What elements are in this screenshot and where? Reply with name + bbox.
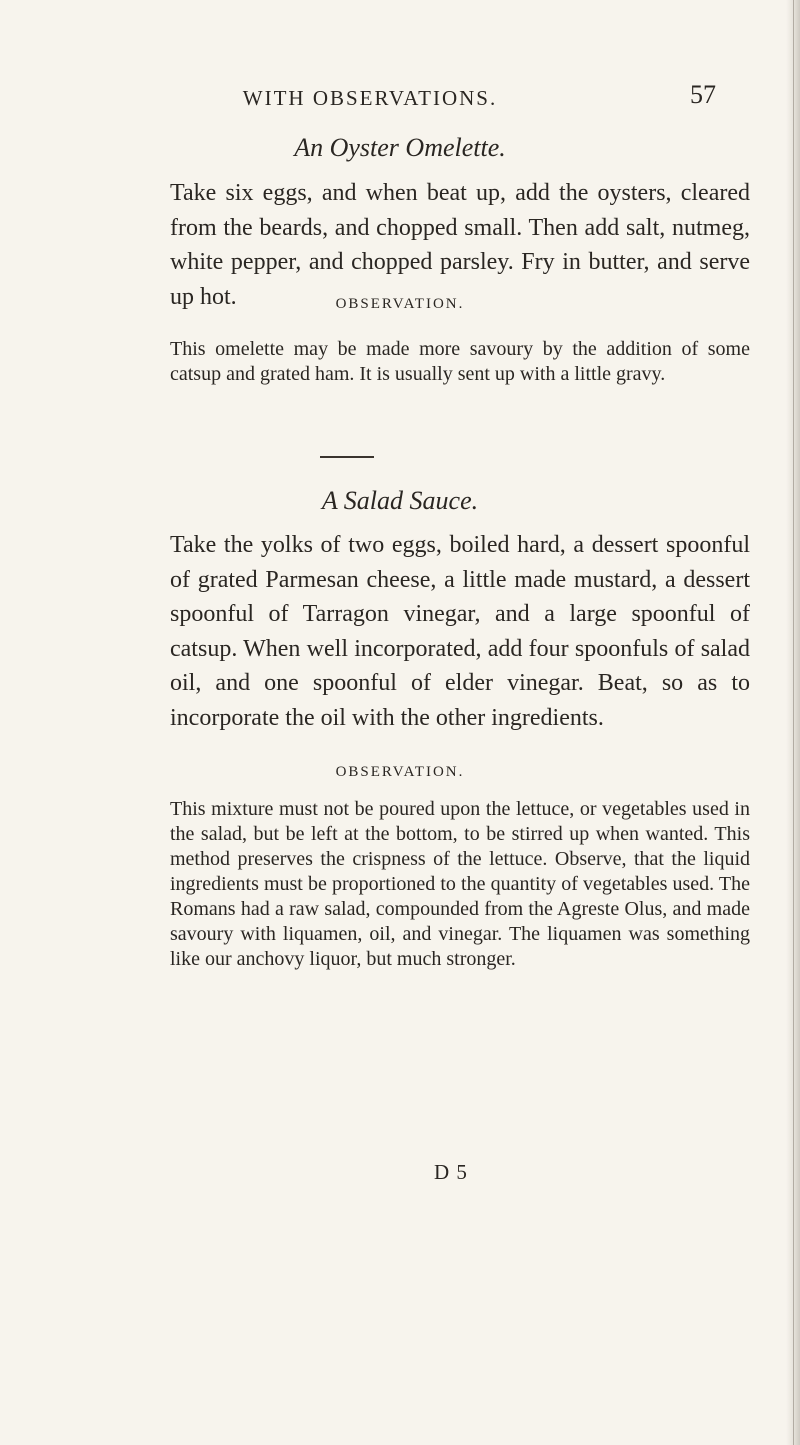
running-head-title: WITH OBSERVATIONS.	[242, 86, 498, 110]
observation-heading-1: OBSERVATION.	[335, 296, 465, 312]
running-head	[0, 86, 800, 111]
observation-heading-2: OBSERVATION.	[335, 764, 465, 780]
recipe-title-salad-sauce: A Salad Sauce.	[321, 486, 479, 515]
observation-text-2: This mixture must not be poured upon the lettuce, or vegetables used in the salad, but be left at the bottom, to be stirred up when wanted. This method preserves the crispness of the lettuce. Observe, that the liquid ingredients must be proportioned to the quantity of vegetables used. The Romans had a raw salad, compounded from the Agreste Olus, and made savoury with liquamen, oil, and vinegar. The liquamen was something like our anchovy liquor, but much stronger.	[170, 798, 750, 970]
recipe-body-salad-sauce: Take the yolks of two eggs, boiled hard, a dessert spoonful of grated Parmesan cheese, a little made mustard, a dessert spoonful of Tarragon vinegar, and a large spoonful of catsup. When well incorporated, add four spoonfuls of salad oil, and one spoonful of elder vinegar. Beat, so as to incorporate the oil with the other ingredients.	[170, 532, 750, 731]
page-edge-line	[793, 0, 794, 1445]
recipe-title-oyster-omelette: An Oyster Omelette.	[294, 133, 506, 162]
page-number: 57	[690, 80, 716, 109]
observation-text-1: This omelette may be made more savoury by the addition of some catsup and grated ham. It is usually sent up with a little gravy.	[170, 338, 750, 385]
recipe-body-oyster-omelette: Take six eggs, and when beat up, add the oysters, cleared from the beards, and chopped small. Then add salt, nutmeg, white pepper, and chopped parsley. Fry in butter, and serve up hot.	[170, 180, 750, 310]
printer-signature: D 5	[434, 1160, 468, 1184]
section-divider	[320, 456, 374, 458]
